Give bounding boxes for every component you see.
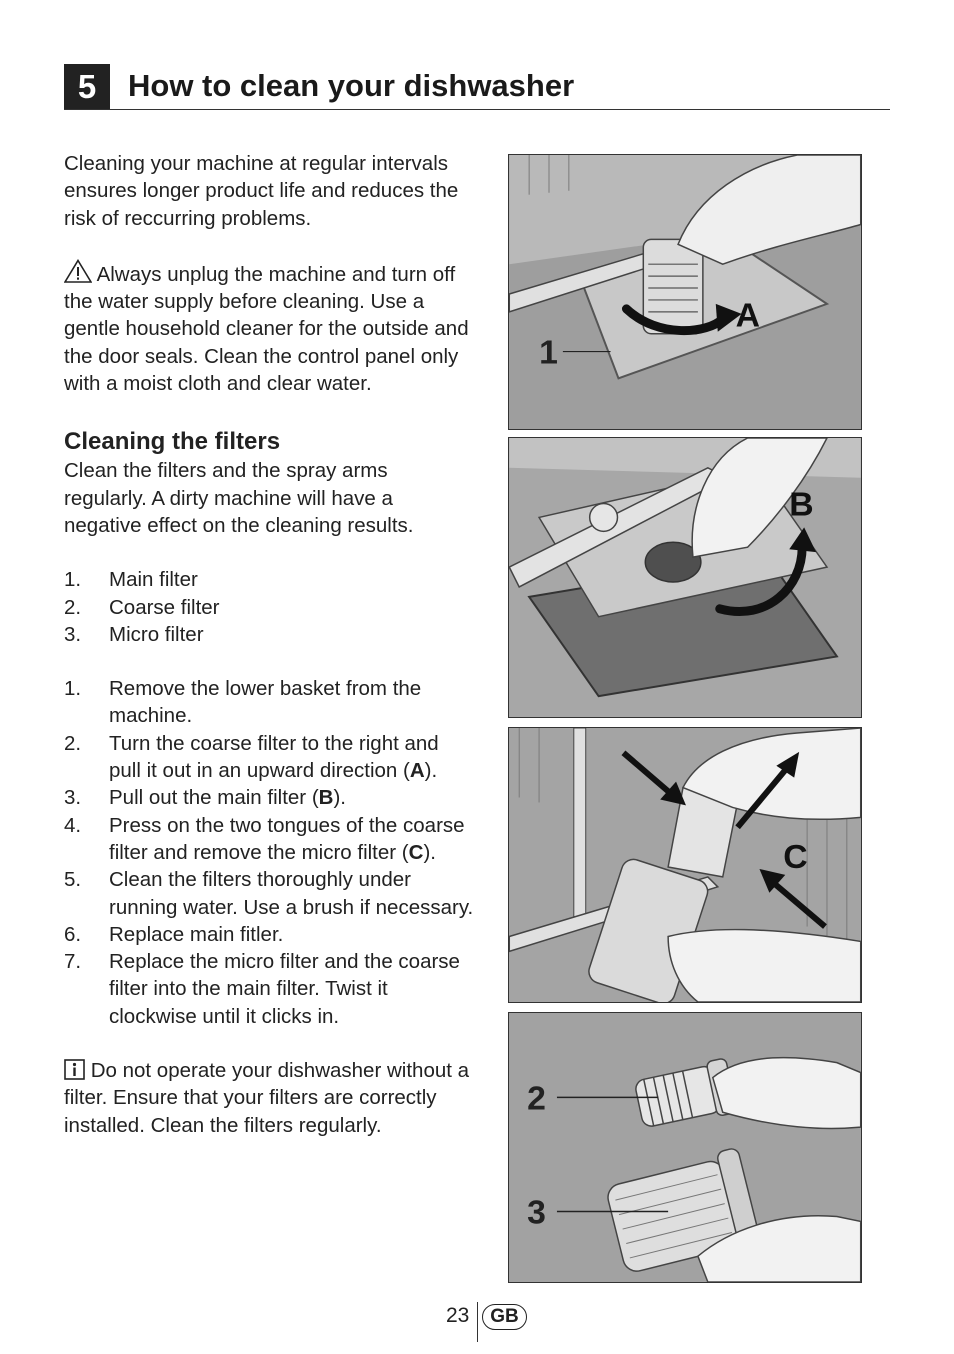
- figure-ref-b: B: [318, 786, 334, 810]
- filters-intro: Clean the filters and the spray arms regularly. A dirty machine will have a negative effect on the cleaning results.: [64, 459, 414, 537]
- list-number: 2.: [64, 731, 82, 755]
- figure-pull-out-main-filter: [508, 437, 862, 718]
- list-number: 2.: [64, 595, 82, 619]
- callout-number-3: 3: [527, 1193, 546, 1232]
- list-text: Coarse filter: [109, 595, 220, 619]
- list-text-end: ).: [423, 840, 436, 864]
- list-number: 5.: [64, 868, 82, 892]
- language-badge: GB: [482, 1304, 527, 1330]
- section-header: [64, 64, 890, 110]
- cleaning-steps-list: [64, 675, 474, 1030]
- list-item: [64, 566, 474, 593]
- list-text: Remove the lower basket from the machine.: [109, 677, 422, 728]
- list-number: 6.: [64, 922, 82, 946]
- info-icon: [64, 1059, 85, 1080]
- callout-number-2: 2: [527, 1079, 546, 1118]
- list-number: 3.: [64, 622, 82, 646]
- intro-paragraph: Cleaning your machine at regular intervals ensures longer product life and reduces the risk of reccurring problems.: [64, 152, 459, 230]
- figure-letter-c: C: [783, 837, 808, 876]
- figure-ref-a: A: [409, 759, 425, 783]
- filters-heading: Cleaning the filters: [64, 428, 281, 456]
- text-column: [64, 150, 474, 1139]
- list-item: [64, 866, 474, 921]
- page-title: How to clean your dishwasher: [128, 68, 575, 103]
- list-number: 4.: [64, 813, 82, 837]
- list-text: Clean the filters thoroughly under running water. Use a brush if necessary.: [109, 868, 474, 919]
- list-item: [64, 594, 474, 621]
- list-item: [64, 675, 474, 730]
- list-item: [64, 730, 474, 785]
- page-number: 23: [446, 1304, 470, 1327]
- list-text: Micro filter: [109, 622, 204, 646]
- list-number: 7.: [64, 950, 82, 974]
- list-number: 3.: [64, 786, 82, 810]
- figure-letter-a: A: [735, 296, 761, 335]
- list-text: Pull out the main filter (: [109, 786, 319, 810]
- filter-parts-list: [64, 566, 474, 648]
- chapter-number-badge: 5: [64, 64, 110, 109]
- warning-triangle-icon: [64, 259, 92, 283]
- list-item: [64, 921, 474, 948]
- list-item: [64, 784, 474, 811]
- list-item: [64, 621, 474, 648]
- figure-filter-parts: [508, 1012, 862, 1283]
- list-text: Turn the coarse filter to the right and pull it out in an upward direction (: [109, 731, 439, 783]
- callout-number-1: 1: [539, 333, 558, 372]
- list-text: Main filter: [109, 568, 198, 592]
- figure-ref-c: C: [408, 840, 424, 864]
- list-text: Replace main fitler.: [109, 922, 284, 946]
- list-item: [64, 812, 474, 867]
- list-number: 1.: [64, 677, 82, 701]
- figure-remove-micro-filter: [508, 727, 862, 1003]
- list-number: 1.: [64, 568, 82, 592]
- list-text: Replace the micro filter and the coarse filter into the main filter. Twist it clockwise until it clicks in.: [109, 950, 460, 1028]
- figure-letter-b: B: [789, 485, 814, 524]
- illustration-micro-filter-removal: [509, 728, 861, 1002]
- warning-paragraph: [64, 259, 474, 397]
- list-item: [64, 948, 474, 1030]
- list-text: Press on the two tongues of the coarse filter and remove the micro filter (: [109, 813, 465, 864]
- page-footer: [0, 1300, 954, 1344]
- illustration-coarse-filter-removal: [509, 155, 861, 429]
- list-text-end: ).: [424, 759, 438, 783]
- list-text-end: ).: [333, 786, 346, 810]
- figure-remove-coarse-filter: [508, 154, 862, 430]
- footer-divider: [477, 1302, 478, 1342]
- illustration-main-filter-removal: [509, 438, 861, 717]
- illustration-filter-parts: [509, 1013, 861, 1282]
- warning-text: Always unplug the machine and turn off the water supply before cleaning. Use a gentle household cleaner for the outside and the door seals. Clean the control panel only with a moist cloth and clear water.: [64, 262, 469, 396]
- info-paragraph: [64, 1057, 474, 1139]
- info-text: Do not operate your dishwasher without a filter. Ensure that your filters are correctly installed. Clean the filters regularly.: [64, 1059, 470, 1137]
